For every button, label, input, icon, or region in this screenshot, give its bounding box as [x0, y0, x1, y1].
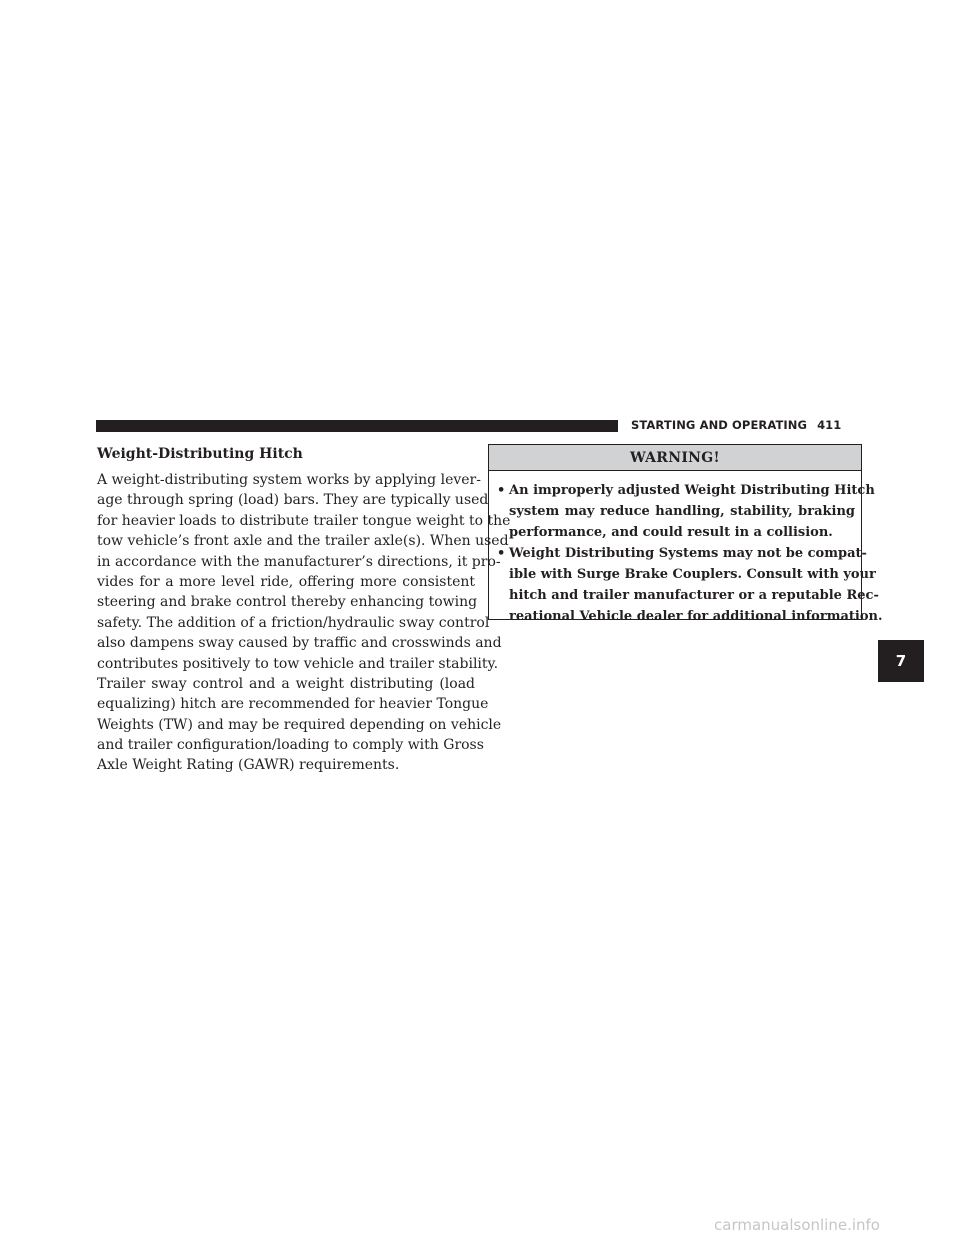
- body-paragraph: [97, 470, 511, 776]
- paragraph-line: vides for a more level ride, offering more consistent: [97, 573, 475, 590]
- paragraph-line: steering and brake control thereby enhancing towing: [97, 594, 478, 611]
- warning-line: performance, and could result in a collision.: [509, 524, 833, 540]
- paragraph-line: Axle Weight Rating (GAWR) requirements.: [97, 757, 400, 774]
- watermark: carmanualsonline.info: [714, 1216, 880, 1234]
- paragraph-line: also dampens sway caused by traffic and crosswinds and: [97, 635, 502, 652]
- paragraph-line: safety. The addition of a friction/hydraulic sway control: [97, 614, 490, 631]
- paragraph-line: Weights (TW) and may be required depending on vehicle: [97, 716, 502, 733]
- warning-list: [497, 481, 883, 629]
- header-rule: [96, 420, 618, 432]
- section-title: STARTING AND OPERATING: [631, 418, 808, 432]
- warning-title: WARNING!: [489, 445, 861, 471]
- paragraph-line: A weight-distributing system works by applying lever-: [97, 472, 481, 488]
- warning-line: ible with Surge Brake Couplers. Consult with your: [509, 567, 876, 583]
- paragraph-line: for heavier loads to distribute trailer tongue weight to the: [97, 512, 511, 529]
- page-number: 411: [817, 418, 842, 432]
- running-header: [631, 418, 841, 432]
- paragraph-line: in accordance with the manufacturer’s directions, it pro-: [97, 553, 501, 570]
- paragraph-line: and trailer configuration/loading to comply with Gross: [97, 737, 484, 754]
- paragraph-line: age through spring (load) bars. They are typically used: [97, 492, 489, 509]
- warning-line: reational Vehicle dealer for additional information.: [509, 608, 883, 624]
- paragraph-line: Trailer sway control and a weight distributing (load: [97, 675, 475, 692]
- warning-line: An improperly adjusted Weight Distributing Hitch: [509, 483, 875, 498]
- paragraph-line: equalizing) hitch are recommended for heavier Tongue: [97, 696, 489, 713]
- warning-line: system may reduce handling, stability, braking: [509, 503, 855, 519]
- bullet-icon: •: [497, 483, 506, 498]
- chapter-tab: 7: [878, 640, 924, 682]
- warning-item: [497, 544, 883, 627]
- warning-line: hitch and trailer manufacturer or a reputable Rec-: [509, 587, 879, 603]
- warning-line: Weight Distributing Systems may not be compat-: [509, 546, 867, 562]
- warning-item: [497, 481, 875, 543]
- bullet-icon: •: [497, 546, 506, 562]
- paragraph-line: tow vehicle’s front axle and the trailer axle(s). When used: [97, 533, 509, 550]
- paragraph-line: contributes positively to tow vehicle and trailer stability.: [97, 655, 499, 672]
- warning-box: [488, 444, 883, 624]
- section-heading: Weight-Distributing Hitch: [97, 446, 303, 462]
